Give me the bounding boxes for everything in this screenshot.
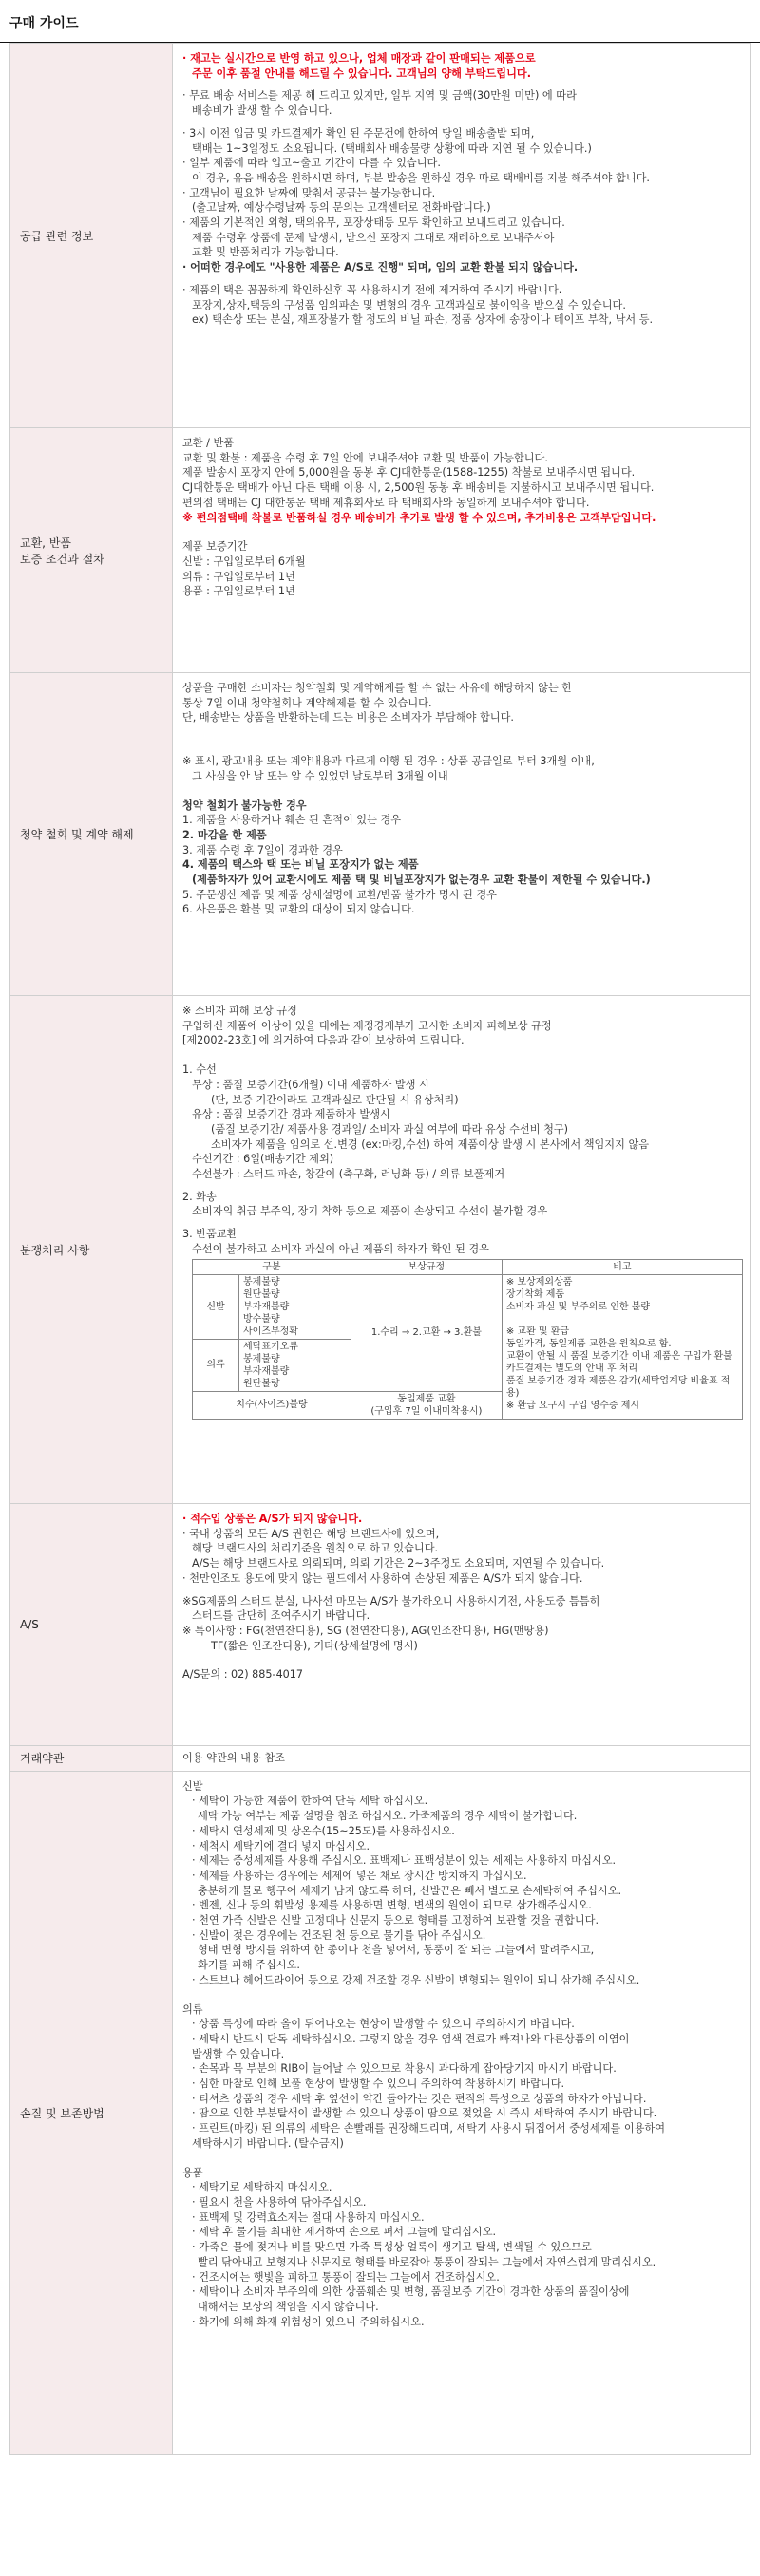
table-item: 봉제불량 (243, 1276, 280, 1288)
section-label (10, 44, 173, 428)
guide-line: 수선이 불가하고 소비자 과실이 아닌 제품의 하자가 확인 된 경우 (192, 1242, 489, 1255)
guide-line: 3. 제품 수령 후 7일이 경과한 경우 (182, 843, 343, 856)
guide-line: 신발 (182, 1779, 203, 1793)
spacer (182, 725, 740, 740)
table-note: ※ 보상제외상품 (505, 1276, 573, 1288)
spacer (182, 1048, 740, 1062)
guide-row (10, 44, 750, 428)
section-label (10, 428, 173, 673)
section-content (173, 996, 750, 1504)
guide-line: · 벤젠, 신나 등의 휘발성 용제를 사용하면 변형, 변색의 원인이 되므로 삼가해주십시오. (192, 1899, 592, 1912)
table-item: 원단불량 (243, 1288, 280, 1300)
guide-line: · 세탁기로 세탁하지 마십시오. (192, 2181, 332, 2194)
spacer (182, 119, 740, 126)
guide-line: · 세제를 사용하는 경우에는 세제에 넣은 채로 장시간 방치하지 마십시오. (192, 1869, 527, 1882)
section-content (173, 428, 750, 673)
guide-line: 편의점 택배는 CJ 대한통운 택배 제휴회사로 타 택배회사와 동일하게 보내주셔야 합니다. (182, 496, 590, 509)
guide-line: · 재고는 실시간으로 반영 하고 있으나, 업체 매장과 같이 판매되는 제품으로 (182, 52, 536, 65)
guide-line: A/S문의 : 02) 885-4017 (182, 1668, 304, 1682)
guide-row (10, 1771, 750, 2454)
guide-row (10, 428, 750, 673)
guide-line: 6. 사은품은 환불 및 교환의 대상이 되지 않습니다. (182, 903, 415, 916)
guide-line: ※ 소비자 피해 보상 규정 (182, 1005, 297, 1017)
guide-line: 스터드를 단단히 조여주시기 바랍니다. (192, 1609, 370, 1623)
guide-line: 포장지,상자,택등의 구성품 임의파손 및 변형의 경우 고객과실로 불이익을 받으실 수 있습니다. (192, 298, 626, 311)
section-label-text: 교환, 반품 (20, 536, 71, 550)
guide-line: 의류 : 구입일로부터 1년 (182, 570, 295, 583)
guide-line: 해당 브랜드사의 처리기준을 원칙으로 하고 있습니다. (192, 1542, 439, 1555)
guide-row (10, 996, 750, 1504)
table-note (506, 1313, 738, 1326)
guide-line: 신발 : 구입일로부터 6개월 (182, 555, 306, 568)
table-items (239, 1339, 352, 1391)
guide-line: 충분하게 물로 헹구어 세제가 남지 않도록 하며, 신발끈은 빼서 별도로 손세탁하여 주십시오. (198, 1884, 622, 1897)
guide-line: 4. 제품의 택스와 택 또는 비닐 포장지가 없는 제품 (182, 858, 419, 872)
guide-line: 소비자의 취급 부주의, 장기 착화 등으로 제품이 손상되고 수선이 불가할 경우 (192, 1205, 548, 1218)
guide-line: A/S는 해당 브랜드사로 의뢰되며, 의뢰 기간은 2~3주정도 소요되며, 지연될 수 있습니다. (192, 1557, 605, 1570)
guide-line: · 가죽은 물에 젖거나 비를 맞으면 가죽 특성상 얼룩이 생기고 탈색, 변색될 수 있으므로 (192, 2241, 592, 2254)
guide-line: 교환 및 반품처리가 가능합니다. (192, 246, 339, 259)
section-content (173, 1746, 750, 1772)
guide-line: 주문 이후 품절 안내를 해드릴 수 있습니다. 고객님의 양해 부탁드립니다. (192, 66, 531, 80)
spacer (182, 275, 740, 283)
section-content (173, 1771, 750, 2454)
section-label (10, 996, 173, 1504)
section-label (10, 1746, 173, 1772)
guide-line: (단, 보증 기간이라도 고객과실로 판단될 시 유상처리) (211, 1093, 459, 1106)
section-content (173, 673, 750, 996)
guide-line: 형태 변형 방지를 위하여 한 종이나 천을 넣어서, 통풍이 잘 되는 그늘에서 말려주시고, (198, 1944, 595, 1957)
guide-line: · 세탁이 가능한 제품에 한하여 단독 세탁 하십시오. (192, 1795, 428, 1808)
spacer (182, 1219, 740, 1227)
guide-line: 청약 철회가 불가능한 경우 (182, 799, 307, 812)
guide-line: · 표백제 및 강력효소제는 절대 사용하지 마십시오. (192, 2210, 425, 2224)
guide-line: · 제품의 기본적인 외형, 택의유무, 포장상태등 모두 확인하고 보내드리고 있습니다. (182, 216, 565, 230)
table-note: ※ 교환 및 환급 (505, 1326, 570, 1337)
guide-row (10, 1746, 750, 1772)
guide-line: · 3시 이전 입금 및 카드결제가 확인 된 주문건에 한하여 당일 배송출발 되며, (182, 126, 535, 140)
guide-line: · 세제는 중성세제를 사용해 주십시오. 표백제나 표백성분이 있는 세제는 사용하지 마십시오. (192, 1854, 617, 1868)
guide-line: 3. 반품교환 (182, 1228, 238, 1241)
guide-line: · 일부 제품에 따라 입고~출고 기간이 다를 수 있습니다. (182, 157, 441, 170)
spacer (182, 2152, 740, 2166)
guide-line: 상품을 구매한 소비자는 청약철회 및 계약해제를 할 수 없는 사유에 해당하지 않는 한 (182, 682, 573, 694)
guide-line: 1. 제품을 사용하거나 훼손 된 흔적이 있는 경우 (182, 814, 402, 827)
guide-line: TF(짧은 인조잔디용), 기타(상세설명에 명시) (211, 1639, 418, 1652)
guide-line: 의류 (182, 2003, 203, 2016)
table-item: 봉제불량 (243, 1353, 280, 1364)
table-note: ※ 환급 요구시 구입 영수증 제시 (505, 1400, 640, 1411)
guide-line: · 손목과 목 부분의 RIB이 늘어날 수 있으므로 착용시 과다하게 잡아당기지 마시기 바랍니다. (192, 2062, 617, 2076)
section-label-text: 보증 조건과 절차 (20, 552, 104, 566)
spacer (182, 1653, 740, 1667)
table-note: 장기착화 제품 (505, 1288, 565, 1300)
guide-line: 수선기간 : 6일(배송기간 제외) (192, 1153, 334, 1166)
guide-line: 5. 주문생산 제품 및 제품 상세설명에 교환/반품 불가가 명시 된 경우 (182, 888, 497, 901)
spacer (182, 525, 740, 539)
section-label (10, 1771, 173, 2454)
guide-line: 소비자가 제품을 임의로 선.변경 (ex:마킹,수선) 하여 제품이상 발생 시 본사에서 책임지지 않음 (211, 1138, 650, 1151)
guide-table (10, 43, 750, 2455)
table-item: 부자재불량 (243, 1365, 290, 1377)
page-title: 구매 가이드 (0, 0, 760, 43)
guide-line: 단, 배송받는 상품을 반환하는데 드는 비용은 소비자가 부담해야 합니다. (182, 711, 514, 724)
guide-line: 제품 발송시 포장지 안에 5,000원을 동봉 후 CJ대한통운(1588-1255) 착불로 보내주시면 됩니다. (182, 466, 636, 479)
spacer (182, 1587, 740, 1594)
table-header: 비고 (502, 1259, 742, 1274)
guide-line: · 세척시 세탁기에 결대 넣지 마십시오. (192, 1839, 370, 1852)
table-rule (351, 1391, 502, 1419)
section-content (173, 44, 750, 428)
table-rule: 1.수리 → 2.교환 → 3.환불 (351, 1274, 502, 1391)
guide-line: 제품 수령후 상품에 문제 발생시, 받으신 포장지 그대로 재레하으로 보내주셔야 (192, 231, 555, 244)
guide-line: CJ대한통운 택배가 아닌 다른 택배 이용 시, 2,500원 동봉 후 배송비를 지불하시고 보내주시면 됩니다. (182, 481, 655, 495)
section-label-text: 공급 관련 정보 (20, 229, 94, 243)
guide-line: · 무료 배송 서비스를 제공 해 드리고 있지만, 일부 지역 및 금액(30만원 미만) 에 따라 (182, 89, 577, 103)
guide-line: · 천만인조도 용도에 맞지 않는 필드에서 사용하여 손상된 제품은 A/S가 되지 않습니다. (182, 1571, 583, 1585)
guide-line: [제2002-23호] 에 의거하여 다음과 같이 보상하여 드립니다. (182, 1034, 465, 1047)
table-items (239, 1274, 352, 1339)
guide-line: · 프린트(마킹) 된 의류의 세탁은 손빨래를 권장해드리며, 세탁기 사용시 뒤집어서 중성세제를 이용하여 (192, 2122, 666, 2135)
section-label-text: 거래약관 (20, 1752, 65, 1766)
table-notes (502, 1274, 742, 1419)
table-header: 구분 (193, 1259, 352, 1274)
guide-line: · 건조시에는 햇빛을 피하고 통풍이 잘되는 그늘에서 건조하십시오. (192, 2270, 500, 2284)
guide-line: · 신발이 젖은 경우에는 건조된 천 등으로 물기를 닦아 주십시오. (192, 1928, 486, 1942)
table-rule-line: 동일제품 교환 (397, 1393, 456, 1404)
guide-line: · 천연 가죽 신발은 신발 고정대나 신문지 등으로 형태를 고정하여 보관할 것을 권합니다. (192, 1914, 599, 1927)
guide-line: 1. 수선 (182, 1063, 217, 1077)
spacer (182, 1182, 740, 1190)
guide-line: 대해서는 보상의 책임을 지지 않습니다. (198, 2300, 379, 2313)
guide-line: 교환 및 환불 : 제품을 수령 후 7일 안에 보내주셔야 교환 및 반품이 가능합니다. (182, 451, 548, 464)
guide-line: · 적수입 상품은 A/S가 되지 않습니다. (182, 1513, 363, 1525)
guide-line: · 땀으로 인한 부분탈색이 발생할 수 있으니 상품이 땀으로 젖었을 시 즉시 세탁하여 주시기 바랍니다. (192, 2107, 657, 2120)
guide-line: (제품하자가 있어 교환시에도 제품 택 및 비닐포장지가 없는경우 교환 환불이 제한될 수 있습니다.) (192, 874, 651, 887)
section-label-text: 분쟁처리 사항 (20, 1243, 90, 1257)
section-label (10, 1504, 173, 1746)
guide-line: 빨리 닦아내고 보형지나 신문지로 형태를 바로잡아 통풍이 잘되는 그늘에서 자연스럽게 말리십시오. (198, 2255, 656, 2268)
table-category: 신발 (193, 1274, 239, 1339)
spacer (182, 740, 740, 754)
table-note: 교환이 안될 시 품질 보증기간 이내 제품은 구입가 환불 (505, 1350, 732, 1362)
guide-line: ※ 특이사항 : FG(천연잔디용), SG (천연잔디용), AG(인조잔디용), HG(맨땅용) (182, 1624, 549, 1637)
compensation-table (192, 1259, 743, 1420)
table-item: 원단불량 (243, 1378, 280, 1389)
table-header: 보상규정 (351, 1259, 502, 1274)
table-rule-line: (구입후 7일 이내미착용시) (370, 1405, 483, 1417)
guide-line: · 고객님이 필요한 날짜에 맞춰서 공급는 불가능합니다. (182, 186, 436, 199)
guide-line: · 세탁시 연성세제 및 상온수(15~25도)를 사용하십시오. (192, 1824, 455, 1837)
guide-line: · 티셔츠 상품의 경우 세탁 후 옆선이 약간 돌아가는 것은 편직의 특성으로 상품의 하자가 아닙니다. (192, 2092, 647, 2105)
guide-line: 용품 : 구입일로부터 1년 (182, 585, 295, 598)
guide-line: · 어떠한 경우에도 "사용한 제품은 A/S로 진행" 되며, 임의 교환 환불 되지 않습니다. (182, 261, 579, 274)
guide-line: 용품 (182, 2166, 203, 2179)
guide-line: 그 사실을 안 날 또는 알 수 있었던 날로부터 3개월 이내 (192, 769, 448, 782)
guide-line: · 세탁시 반드시 단독 세탁하십시오. 그렇지 않을 경우 염색 견료가 빠져나와 다른상품의 이염이 (192, 2032, 630, 2045)
section-label-text: 청약 철회 및 계약 해제 (20, 828, 134, 841)
guide-line: 수선불가 : 스터드 파손, 창갈이 (축구화, 러닝화 등) / 의류 보풀제거 (192, 1168, 505, 1181)
spacer (182, 784, 740, 799)
guide-line: · 심한 마찰로 인해 보풀 현상이 발생할 수 있으니 주의하여 착용하시기 바랍니다. (192, 2078, 565, 2091)
guide-line: · 국내 상품의 모든 A/S 권한은 해당 브랜드사에 있으며, (182, 1527, 440, 1540)
table-note: 동일가격, 동일제품 교환을 원칙으로 함. (505, 1338, 672, 1349)
table-item: 세탁표기오류 (243, 1341, 298, 1352)
table-item: 사이즈부정확 (243, 1326, 298, 1337)
guide-line: · 화기에 의해 화재 위험성이 있으니 주의하십시오. (192, 2315, 425, 2328)
section-label-text: A/S (20, 1618, 39, 1631)
guide-line: 이용 약관의 내용 참조 (182, 1752, 285, 1764)
guide-line: 배송비가 발생 할 수 있습니다. (192, 104, 332, 118)
guide-line: 발생할 수 있습니다. (192, 2047, 285, 2060)
guide-line: (출고날짜, 예상수령날짜 등의 문의는 고객센터로 전화바랍니다.) (192, 201, 491, 215)
guide-line: 세탁하시기 바랍니다. (탈수금지) (192, 2136, 344, 2150)
section-content (173, 1504, 750, 1746)
guide-line: 2. 마감을 한 제품 (182, 828, 267, 841)
guide-line: · 제품의 택은 꼼꼼하게 확인하신후 꼭 사용하시기 전에 제거하여 주시기 바랍니다. (182, 283, 562, 296)
table-category: 의류 (193, 1339, 239, 1391)
guide-line: · 세탁이나 소비자 부주의에 의한 상품훼손 및 변형, 품질보증 기간이 경과한 상품의 품질이상에 (192, 2285, 630, 2299)
table-item: 부자재불량 (243, 1301, 290, 1312)
guide-line: · 세탁 후 물기를 최대한 제거하여 손으로 펴서 그늘에 말리십시오. (192, 2226, 497, 2239)
guide-line: 택배는 1~3일정도 소요됩니다. (택배회사 배송물량 상황에 따라 지연 될 수 있습니다.) (192, 141, 592, 155)
guide-line: (품질 보증기간/ 제품사용 경과일/ 소비자 과실 여부에 따라 유상 수선비 청구) (211, 1122, 569, 1136)
guide-line: 교환 / 반품 (182, 437, 235, 449)
spacer (182, 1988, 740, 2003)
guide-line: 화기를 피해 주십시오. (198, 1959, 300, 1972)
guide-line: 구입하신 제품에 이상이 있을 대에는 재정경제부가 고시한 소비자 피해보상 규정 (182, 1019, 552, 1032)
table-note: 소비자 과실 및 부주의로 인한 불량 (505, 1301, 651, 1312)
table-item: 방수불량 (243, 1313, 280, 1325)
section-label (10, 673, 173, 996)
guide-row (10, 673, 750, 996)
guide-line: 유상 : 품질 보증기간 경과 제품하자 발생시 (192, 1108, 390, 1121)
guide-line: · 필요시 천을 사용하여 닦아주십시오. (192, 2195, 367, 2209)
guide-line: 이 경우, 유음 배송을 원하시면 하며, 부분 발송을 원하실 경우 따로 택배비를 지불 해주셔야 합니다. (192, 171, 650, 184)
spacer (182, 81, 740, 88)
table-note: 품질 보증기간 경과 제품은 감가(세탁업계당 비율표 적용) (505, 1375, 731, 1399)
guide-line: 제품 보증기간 (182, 540, 248, 554)
guide-line: · 스트브나 헤어드라이어 등으로 강제 건조할 경우 신발이 변형되는 원인이 되니 삼가해 주십시오. (192, 1973, 640, 1986)
guide-line: ※SG제품의 스터드 분실, 나사선 마모는 A/S가 불가하오니 사용하시기전, 사용도중 틈틈히 (182, 1594, 600, 1608)
table-note: 카드결제는 별도의 안내 후 처리 (505, 1363, 638, 1374)
guide-line: 통상 7일 이내 청약철회나 계약해제를 할 수 있습니다. (182, 696, 432, 709)
guide-row (10, 1504, 750, 1746)
guide-line: ※ 표시, 광고내용 또는 계약내용과 다르게 이행 된 경우 : 상품 공급일로 부터 3개월 이내, (182, 755, 595, 768)
guide-line: ※ 편의점택배 착불로 반품하실 경우 배송비가 추가로 발생 할 수 있으며, 추가비용은 고객부담입니다. (182, 511, 656, 524)
guide-line: 세탁 가능 여부는 제품 설명을 참조 하십시오. 가죽제품의 경우 세탁이 불가합니다. (198, 1810, 578, 1823)
guide-line: 무상 : 품질 보증기간(6개월) 이내 제품하자 발생 시 (192, 1078, 429, 1091)
guide-line: ex) 택손상 또는 분실, 재포장불가 할 정도의 비닐 파손, 정품 상자에 송장이나 테이프 부착, 낙서 등. (192, 313, 654, 327)
table-category: 치수(사이즈)불량 (193, 1391, 352, 1419)
section-label-text: 손질 및 보존방법 (20, 2106, 104, 2120)
guide-line: 2. 화송 (182, 1190, 217, 1203)
guide-line: · 상품 특성에 따라 올이 튀어나오는 현상이 발생할 수 있으니 주의하시기 바랍니다. (192, 2018, 575, 2031)
